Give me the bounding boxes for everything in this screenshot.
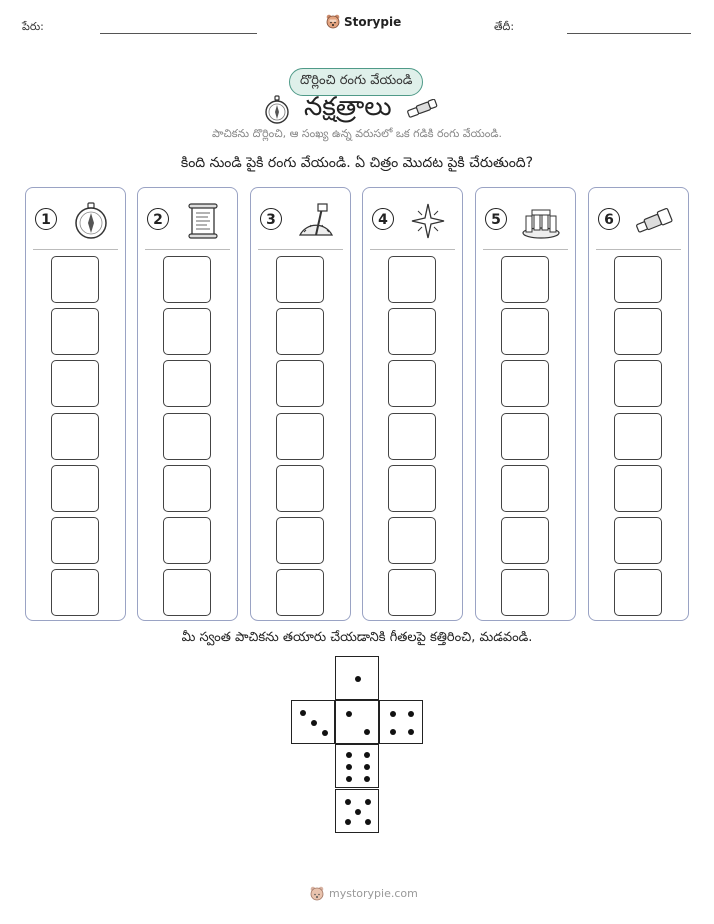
color-cell[interactable] — [163, 569, 211, 616]
die-pip — [364, 776, 370, 782]
column-divider — [33, 249, 118, 250]
color-cell[interactable] — [276, 360, 324, 407]
color-cell[interactable] — [163, 465, 211, 512]
color-cell[interactable] — [614, 569, 662, 616]
die-pip — [408, 729, 414, 735]
color-cell[interactable] — [388, 413, 436, 460]
column-number: 6 — [598, 208, 620, 230]
column-header — [138, 188, 237, 250]
compass-icon — [71, 202, 111, 240]
footer-url[interactable]: mystorypie.com — [329, 887, 418, 900]
die-face-1 — [335, 656, 379, 700]
die-face-3 — [291, 700, 335, 744]
die-pip — [408, 711, 414, 717]
color-cell[interactable] — [614, 517, 662, 564]
bear-icon — [326, 14, 340, 29]
color-cell[interactable] — [388, 569, 436, 616]
die-pip — [390, 729, 396, 735]
die-pip — [346, 752, 352, 758]
color-cell[interactable] — [388, 465, 436, 512]
page-title: నక్షత్రాలు — [304, 92, 392, 122]
color-cell[interactable] — [51, 360, 99, 407]
die-pip — [322, 730, 328, 736]
die-pip — [345, 819, 351, 825]
die-pip — [355, 809, 361, 815]
die-pip — [346, 776, 352, 782]
die-pip — [364, 729, 370, 735]
color-cell[interactable] — [388, 308, 436, 355]
color-cell[interactable] — [163, 308, 211, 355]
color-cell[interactable] — [614, 256, 662, 303]
column-divider — [258, 249, 343, 250]
column-header — [26, 188, 125, 250]
color-cell[interactable] — [501, 413, 549, 460]
compass-icon — [264, 95, 290, 125]
color-cell[interactable] — [614, 465, 662, 512]
color-cell[interactable] — [163, 413, 211, 460]
column-2 — [137, 187, 238, 621]
column-divider — [483, 249, 568, 250]
die-pip — [346, 711, 352, 717]
column-5 — [475, 187, 576, 621]
color-cell[interactable] — [51, 517, 99, 564]
column-divider — [145, 249, 230, 250]
column-number: 5 — [485, 208, 507, 230]
column-header — [251, 188, 350, 250]
column-number: 3 — [260, 208, 282, 230]
color-cell[interactable] — [276, 465, 324, 512]
color-cell[interactable] — [276, 308, 324, 355]
die-pip — [345, 799, 351, 805]
scroll-map-icon — [183, 202, 223, 240]
date-line[interactable] — [567, 33, 691, 34]
color-cell[interactable] — [614, 360, 662, 407]
question-text: కింది నుండి పైకి రంగు వేయండి. ఏ చిత్రం మొదట పైకి చేరుతుంది? — [180, 155, 534, 171]
color-cell[interactable] — [614, 413, 662, 460]
color-cell[interactable] — [276, 413, 324, 460]
column-divider — [596, 249, 681, 250]
color-cell[interactable] — [51, 256, 99, 303]
color-cell[interactable] — [501, 517, 549, 564]
die-pip — [365, 819, 371, 825]
column-header — [476, 188, 575, 250]
die-pip — [364, 764, 370, 770]
subtitle: పాచికను దొర్లించి, ఆ సంఖ్య ఉన్న వరుసలో ఒక గడికి రంగు వేయండి. — [212, 127, 502, 140]
die-face-4 — [379, 700, 423, 744]
color-cell[interactable] — [276, 569, 324, 616]
column-number: 2 — [147, 208, 169, 230]
name-label: పేరు: — [22, 20, 44, 33]
color-cell[interactable] — [388, 517, 436, 564]
instruction-pill: దొర్లించి రంగు వేయండి — [289, 68, 423, 96]
column-header — [589, 188, 688, 250]
color-cell[interactable] — [276, 517, 324, 564]
die-pip — [311, 720, 317, 726]
color-cell[interactable] — [51, 308, 99, 355]
color-cell[interactable] — [501, 256, 549, 303]
column-4 — [362, 187, 463, 621]
stonehenge-icon — [521, 202, 561, 240]
die-pip — [346, 764, 352, 770]
color-cell[interactable] — [163, 360, 211, 407]
column-1 — [25, 187, 126, 621]
brand-name: Storypie — [344, 14, 402, 29]
color-cell[interactable] — [501, 569, 549, 616]
telescope-icon — [634, 202, 674, 240]
color-cell[interactable] — [276, 256, 324, 303]
name-line[interactable] — [100, 33, 257, 34]
sextant-icon — [296, 202, 336, 240]
color-cell[interactable] — [51, 465, 99, 512]
color-cell[interactable] — [501, 465, 549, 512]
color-cell[interactable] — [163, 256, 211, 303]
column-6 — [588, 187, 689, 621]
column-number: 4 — [372, 208, 394, 230]
die-pip — [355, 676, 361, 682]
color-cell[interactable] — [51, 413, 99, 460]
die-face-2 — [335, 700, 379, 744]
color-cell[interactable] — [51, 569, 99, 616]
column-3 — [250, 187, 351, 621]
telescope-icon — [406, 99, 438, 121]
die-face-6 — [335, 744, 379, 788]
color-cell[interactable] — [501, 308, 549, 355]
column-divider — [370, 249, 455, 250]
date-label: తేదీ: — [494, 20, 515, 33]
die-face-5 — [335, 789, 379, 833]
die-pip — [390, 711, 396, 717]
die-pip — [364, 752, 370, 758]
color-cell[interactable] — [614, 308, 662, 355]
color-cell[interactable] — [501, 360, 549, 407]
die-pip — [300, 710, 306, 716]
dice-instruction: మీ స్వంత పాచికను తయారు చేయడానికి గీతలపై కత్తిరించి, మడవండి. — [181, 630, 533, 645]
star-icon — [408, 202, 448, 240]
column-number: 1 — [35, 208, 57, 230]
die-pip — [365, 799, 371, 805]
color-cell[interactable] — [388, 256, 436, 303]
brand-logo — [326, 14, 401, 29]
color-cell[interactable] — [163, 517, 211, 564]
column-header — [363, 188, 462, 250]
title-row — [264, 92, 438, 128]
footer — [310, 886, 418, 901]
color-cell[interactable] — [388, 360, 436, 407]
bear-icon — [310, 886, 324, 901]
